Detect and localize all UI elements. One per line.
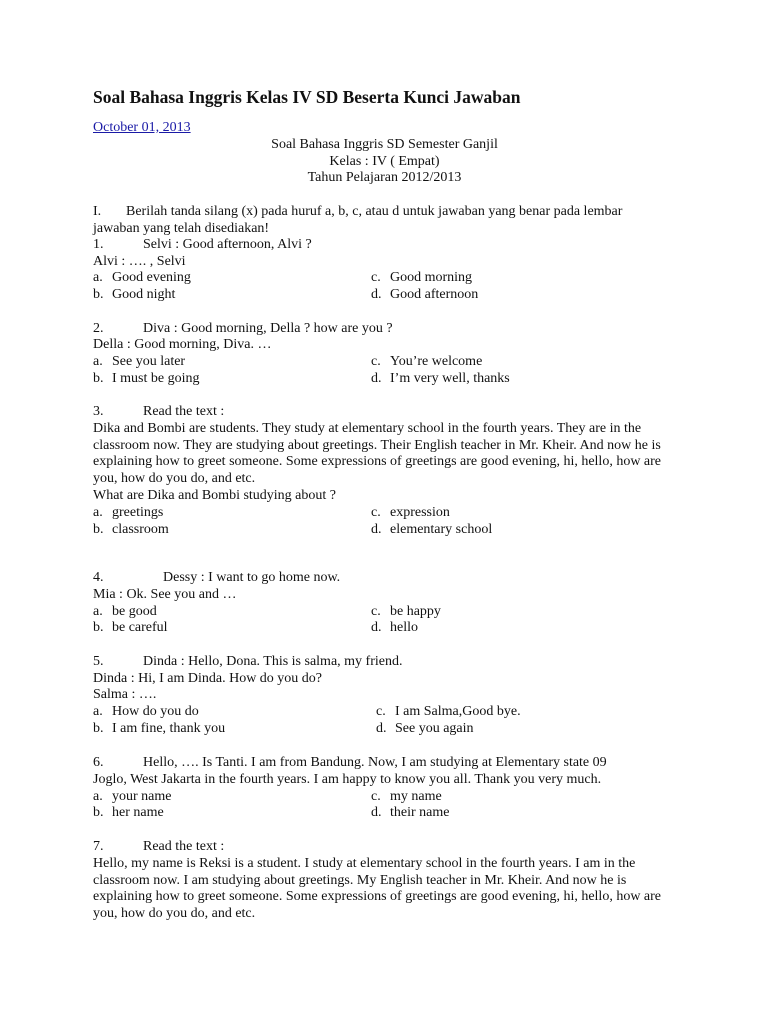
question-2 [93,321,393,337]
option-text: greetings [112,505,164,520]
option-text: be good [112,604,157,619]
option-letter: a. [93,505,103,520]
option-c [376,704,521,720]
option-b [93,287,175,303]
option-d [371,371,510,387]
option-letter: d. [376,721,387,736]
option-letter: b. [93,371,104,386]
option-text: Good afternoon [390,287,479,302]
header-line-1: Soal Bahasa Inggris SD Semester Ganjil [271,137,498,152]
reading-text: Hello, my name is Reksi is a student. I study at elementary school in the fourth years. I am in the classroom now. I am studying about greetings. My English teacher in Mr. Kheir. And now he is explaining how to greet someone. Some expressions of greetings are good evening, hi, hello, how are you, how do you do, and etc. [93,856,662,921]
option-text: How do you do [112,704,199,719]
instruction-text-1: Berilah tanda silang (x) pada huruf a, b, c, atau d untuk jawaban yang benar pada lembar [126,204,623,219]
date-link[interactable]: October 01, 2013 [93,120,191,135]
question-line: Hello, …. Is Tanti. I am from Bandung. Now, I am studying at Elementary state 09 [143,755,607,770]
option-d [371,287,478,303]
question-line: Diva : Good morning, Della ? how are you ? [143,321,393,336]
option-c [371,789,442,805]
option-letter: b. [93,522,104,537]
option-text: expression [390,505,450,520]
option-text: I must be going [112,371,200,386]
option-letter: b. [93,287,104,302]
option-b [93,721,225,737]
question-number: 3. [93,404,104,419]
question-line: Salma : …. [93,687,157,702]
option-letter: a. [93,354,103,369]
option-text: classroom [112,522,169,537]
question-line: Mia : Ok. See you and … [93,587,237,602]
option-c [371,354,482,370]
option-letter: d. [371,620,382,635]
question-number: 4. [93,570,104,585]
option-text: my name [390,789,442,804]
question-line: Read the text : [143,839,225,854]
question-number: 6. [93,755,104,770]
question-number: 7. [93,839,104,854]
option-letter: b. [93,805,104,820]
question-line: Dinda : Hello, Dona. This is salma, my friend. [143,654,403,669]
option-text: her name [112,805,164,820]
instruction-number: I. [93,204,102,219]
option-c [371,270,472,286]
option-a [93,354,185,370]
option-letter: c. [376,704,386,719]
option-text: See you later [112,354,186,369]
option-text: be careful [112,620,168,635]
question-line: Read the text : [143,404,225,419]
option-a [93,604,157,620]
option-letter: b. [93,620,104,635]
question-7 [93,839,224,855]
option-a [93,704,199,720]
option-letter: d. [371,371,382,386]
question-line: Dinda : Hi, I am Dinda. How do you do? [93,671,323,686]
option-b [93,371,200,387]
header-line-3: Tahun Pelajaran 2012/2013 [307,170,462,185]
option-text: elementary school [390,522,493,537]
option-d [376,721,474,737]
option-letter: c. [371,505,381,520]
question-line: Alvi : …. , Selvi [93,254,186,269]
option-letter: d. [371,805,382,820]
question-1 [93,237,312,253]
option-text: I am fine, thank you [112,721,226,736]
question-3 [93,404,224,420]
option-a [93,270,191,286]
question-number: 2. [93,321,104,336]
option-b [93,620,168,636]
reading-text: Dika and Bombi are students. They study at elementary school in the fourth years. They are in the classroom now. They are studying about greetings. Their English teacher in Mr. Kheir. And now he is explaining how to greet someone. Some expressions of greetings are good evening, hi, hello, how are you, how do you do, and etc. [93,421,662,486]
instruction [93,204,622,220]
option-text: hello [390,620,418,635]
option-letter: c. [371,354,381,369]
option-letter: a. [93,704,103,719]
option-a [93,789,171,805]
question-line: Della : Good morning, Diva. … [93,337,272,352]
option-letter: a. [93,789,103,804]
question-6 [93,755,607,771]
option-letter: a. [93,270,103,285]
question-number: 5. [93,654,104,669]
option-text: be happy [390,604,441,619]
instruction-text-2: jawaban yang telah disediakan! [93,221,270,236]
option-text: I’m very well, thanks [390,371,510,386]
option-d [371,805,449,821]
option-c [371,505,450,521]
option-text: Good morning [390,270,473,285]
option-b [93,522,169,538]
option-b [93,805,164,821]
option-letter: d. [371,522,382,537]
question-line: Selvi : Good afternoon, Alvi ? [143,237,312,252]
question-line: Dessy : I want to go home now. [163,570,341,585]
option-text: You’re welcome [390,354,483,369]
option-letter: c. [371,604,381,619]
question-4 [93,570,340,586]
option-letter: c. [371,789,381,804]
option-text: Good night [112,287,176,302]
option-letter: a. [93,604,103,619]
question-number: 1. [93,237,104,252]
question-prompt: What are Dika and Bombi studying about ? [93,488,336,503]
option-a [93,505,163,521]
option-letter: d. [371,287,382,302]
option-c [371,604,441,620]
page-title: Soal Bahasa Inggris Kelas IV SD Beserta Kunci Jawaban [93,87,521,107]
question-line: Joglo, West Jakarta in the fourth years. I am happy to know you all. Thank you very much. [93,772,602,787]
option-text: Good evening [112,270,191,285]
option-d [371,620,418,636]
header-line-2: Kelas : IV ( Empat) [329,154,440,169]
option-text: I am Salma,Good bye. [395,704,521,719]
option-d [371,522,492,538]
option-text: their name [390,805,450,820]
question-5 [93,654,402,670]
option-letter: c. [371,270,381,285]
option-text: your name [112,789,172,804]
option-letter: b. [93,721,104,736]
option-text: See you again [395,721,474,736]
